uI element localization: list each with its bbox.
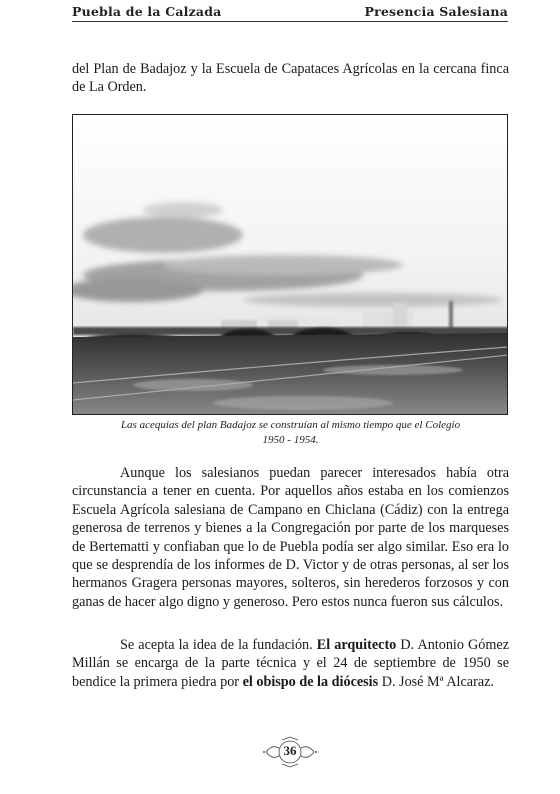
paragraph-body: Aunque los salesianos puedan parecer interesados había otra circunstancia a tener en cuenta. Por aquellos años estaba en los comienzos Escuela Agrícola salesiana de Campano en Chiclana (Cádiz) con la entrega generosa de terrenos y bienes a la Congregación por parte de los marqueses de Bertematti y confiaban que lo de Puebla podía ser algo similar. Eso era lo que se desprendía de los informes de D. Victor y de otras personas, al ser los hermanos Gragera personas mayores, solteros, sin herederos forzosos y con ganas de hacer algo digno y generoso. Pero estos nunca fueron sus cálculos. xyxy=(72,465,509,610)
bold-bishop: el obispo de la diócesis xyxy=(242,673,379,690)
foundation-text-3: D. José Mª Alcaraz. xyxy=(378,673,494,690)
running-header xyxy=(72,4,508,20)
photo-caption: Las acequias del plan Badajoz se construían al mismo tiempo que el Colegio 1950 - 1954. xyxy=(120,419,461,446)
header-section-title: Presencia Salesiana xyxy=(364,4,508,19)
bold-architect: El arquitecto xyxy=(316,637,397,653)
header-book-title: Puebla de la Calzada xyxy=(72,4,222,19)
foundation-text-2: D. Antonio Gómez Millán se encarga de la parte técnica y el 24 de septiembre de 1950 se bendice la primera piedra por xyxy=(72,637,509,690)
photo-irrigation-channels xyxy=(72,114,508,415)
header-rule xyxy=(72,21,508,22)
page-number: 36 xyxy=(283,743,297,758)
paragraph-intro: del Plan de Badajoz y la Escuela de Capataces Agrícolas en la cercana finca de La Orden. xyxy=(72,61,509,96)
photo-illustration xyxy=(73,115,508,415)
paragraph-foundation xyxy=(72,636,509,691)
foundation-text-1: Se acepta la idea de la fundación. xyxy=(120,637,317,653)
